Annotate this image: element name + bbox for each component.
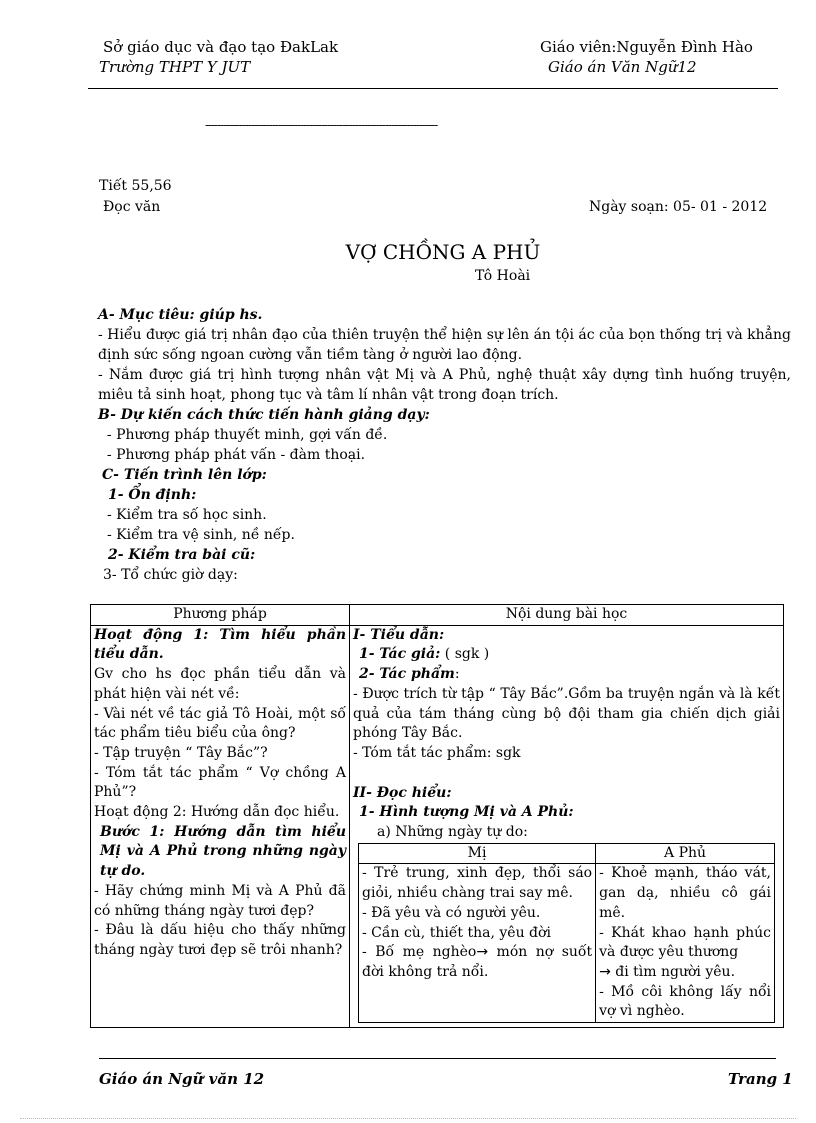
date-label: Ngày soạn: 05- 01 - 2012	[589, 199, 768, 215]
a-phu-trait: - Mồ côi không lấy nổi vợ vì nghèo.	[599, 983, 771, 1020]
work-summary: - Tóm tắt tác phẩm: sgk	[353, 744, 521, 761]
header-rule	[88, 88, 778, 89]
activity-2-heading: Hoạt động 2: Hướng dẫn đọc hiểu.	[94, 804, 340, 821]
author-note: ( sgk )	[440, 646, 490, 663]
author-heading: 1- Tác giả:	[359, 646, 441, 663]
a-phu-trait: - Khát khao hạnh phúc và được yêu thương	[599, 924, 771, 961]
header-subject: Giáo án Văn Ngữ12	[548, 58, 697, 76]
comparison-table	[358, 843, 775, 1023]
activity-1-heading: Hoạt động 1: Tìm hiểu phần tiểu dẫn.	[94, 626, 346, 663]
step-1-guide: Bước 1: Hướng dẫn tìm hiểu Mị và A Phủ trong những ngày tự do.	[100, 823, 346, 880]
step-2-heading: 2- Kiểm tra bài cũ:	[108, 547, 256, 563]
page-number: Trang 1	[728, 1070, 793, 1088]
method-cell	[91, 625, 350, 1027]
step-1-item-1: - Kiểm tra số học sinh.	[107, 507, 267, 523]
column-header-method: Phương pháp	[91, 605, 350, 626]
a-phu-trait: → đi tìm người yêu.	[599, 963, 736, 980]
method-line: - Vài nét về tác giả Tô Hoài, một số tác phẩm tiêu biểu của ông?	[94, 705, 346, 742]
methods-heading: B- Dự kiến cách thức tiến hành giảng dạy:	[98, 407, 430, 423]
mi-trait: - Đã yêu và có người yêu.	[362, 904, 541, 921]
method-line: Gv cho hs đọc phần tiểu dẫn và phát hiện vài nét về:	[94, 666, 346, 702]
work-colon: :	[454, 666, 460, 683]
work-description: - Được trích từ tập “ Tây Bắc”.Gồm ba truyện ngắn và là kết quả của tám tháng cùng bộ đội tham gia chiến dịch giải phóng Tây Bắc.	[353, 685, 780, 742]
column-header-mi: Mị	[359, 843, 596, 864]
genre-label: Đọc văn	[103, 199, 161, 215]
work-heading: 2- Tác phẩm	[359, 666, 455, 683]
content-cell	[350, 625, 784, 1027]
characters-heading: 1- Hình tượng Mị và A Phủ:	[359, 804, 574, 821]
method-1: - Phương pháp thuyết minh, gợi vấn đề.	[98, 427, 388, 443]
arrow-icon: →	[599, 963, 611, 980]
lesson-table	[90, 604, 784, 1028]
section-reading-heading: II- Đọc hiểu:	[353, 784, 452, 801]
step-3-heading: 3- Tổ chức giờ dạy:	[103, 567, 238, 583]
method-line: - Tập truyện “ Tây Bắc”?	[94, 744, 268, 761]
step-1-item-2: - Kiểm tra vệ sinh, nề nếp.	[107, 527, 295, 543]
a-phu-cell	[596, 864, 775, 1023]
page-title: VỢ CHỒNG A PHỦ	[345, 240, 541, 264]
objectives-heading: A- Mục tiêu: giúp hs.	[98, 307, 263, 323]
mi-trait: - Trẻ trung, xinh đẹp, thổi sáo giỏi, nhiều chàng trai say mê.	[362, 865, 593, 902]
method-2: - Phương pháp phát vấn - đàm thoại.	[98, 447, 366, 463]
column-header-content: Nội dung bài học	[350, 605, 784, 626]
footer-rule	[99, 1058, 776, 1059]
step-1-heading: 1- Ổn định:	[108, 487, 197, 503]
a-phu-trait: - Khoẻ mạnh, tháo vát, gan dạ, nhiều cô gái mê.	[599, 865, 771, 921]
method-line: - Đâu là dấu hiệu cho thấy những tháng ngày tươi đẹp sẽ trôi nhanh?	[94, 922, 346, 958]
period-label: Tiết 55,56	[99, 178, 172, 194]
title-author: Tô Hoài	[475, 268, 531, 284]
mi-cell	[359, 864, 596, 1023]
header-school: Trường THPT Y JUT	[99, 58, 251, 76]
method-line: - Tóm tắt tác phẩm “ Vợ chồng A Phủ”?	[94, 764, 346, 801]
page-edge	[20, 1118, 796, 1119]
header-department: Sở giáo dục và đạo tạo ĐakLak	[103, 38, 339, 56]
free-days-heading: a) Những ngày tự do:	[377, 824, 528, 841]
objective-2: - Nắm được giá trị hình tượng nhân vật Mị và A Phủ, nghệ thuật xây dựng tình huống truyện, miêu tả sinh hoạt, phong tục và tâm lí nhân vật trong đoạn trích.	[98, 367, 791, 403]
footer-title: Giáo án Ngữ văn 12	[99, 1070, 265, 1088]
lesson-objectives	[98, 305, 791, 585]
header-teacher: Giáo viên:Nguyễn Đình Hào	[540, 38, 753, 56]
mi-trait: - Cần cù, thiết tha, yêu đời	[362, 924, 551, 941]
method-line: - Hãy chứng minh Mị và A Phủ đã có những tháng ngày tươi đẹp?	[94, 882, 346, 919]
separator-dashes: ----------------------------------------------------------------------------	[205, 118, 438, 132]
column-header-a-phu: A Phủ	[596, 843, 775, 864]
procedure-heading: C- Tiến trình lên lớp:	[102, 467, 267, 483]
section-intro-heading: I- Tiểu dẫn:	[353, 626, 445, 643]
mi-trait: - Bố mẹ nghèo→ món nợ suốt đời không trả nổi.	[362, 944, 593, 980]
arrow-icon: →	[476, 944, 489, 961]
objective-1: - Hiểu được giá trị nhân đạo của thiên truyện thể hiện sự lên án tội ác của bọn thống trị và khẳng định sức sống ngoan cường vẫn tiềm tàng ở người lao động.	[98, 327, 791, 363]
